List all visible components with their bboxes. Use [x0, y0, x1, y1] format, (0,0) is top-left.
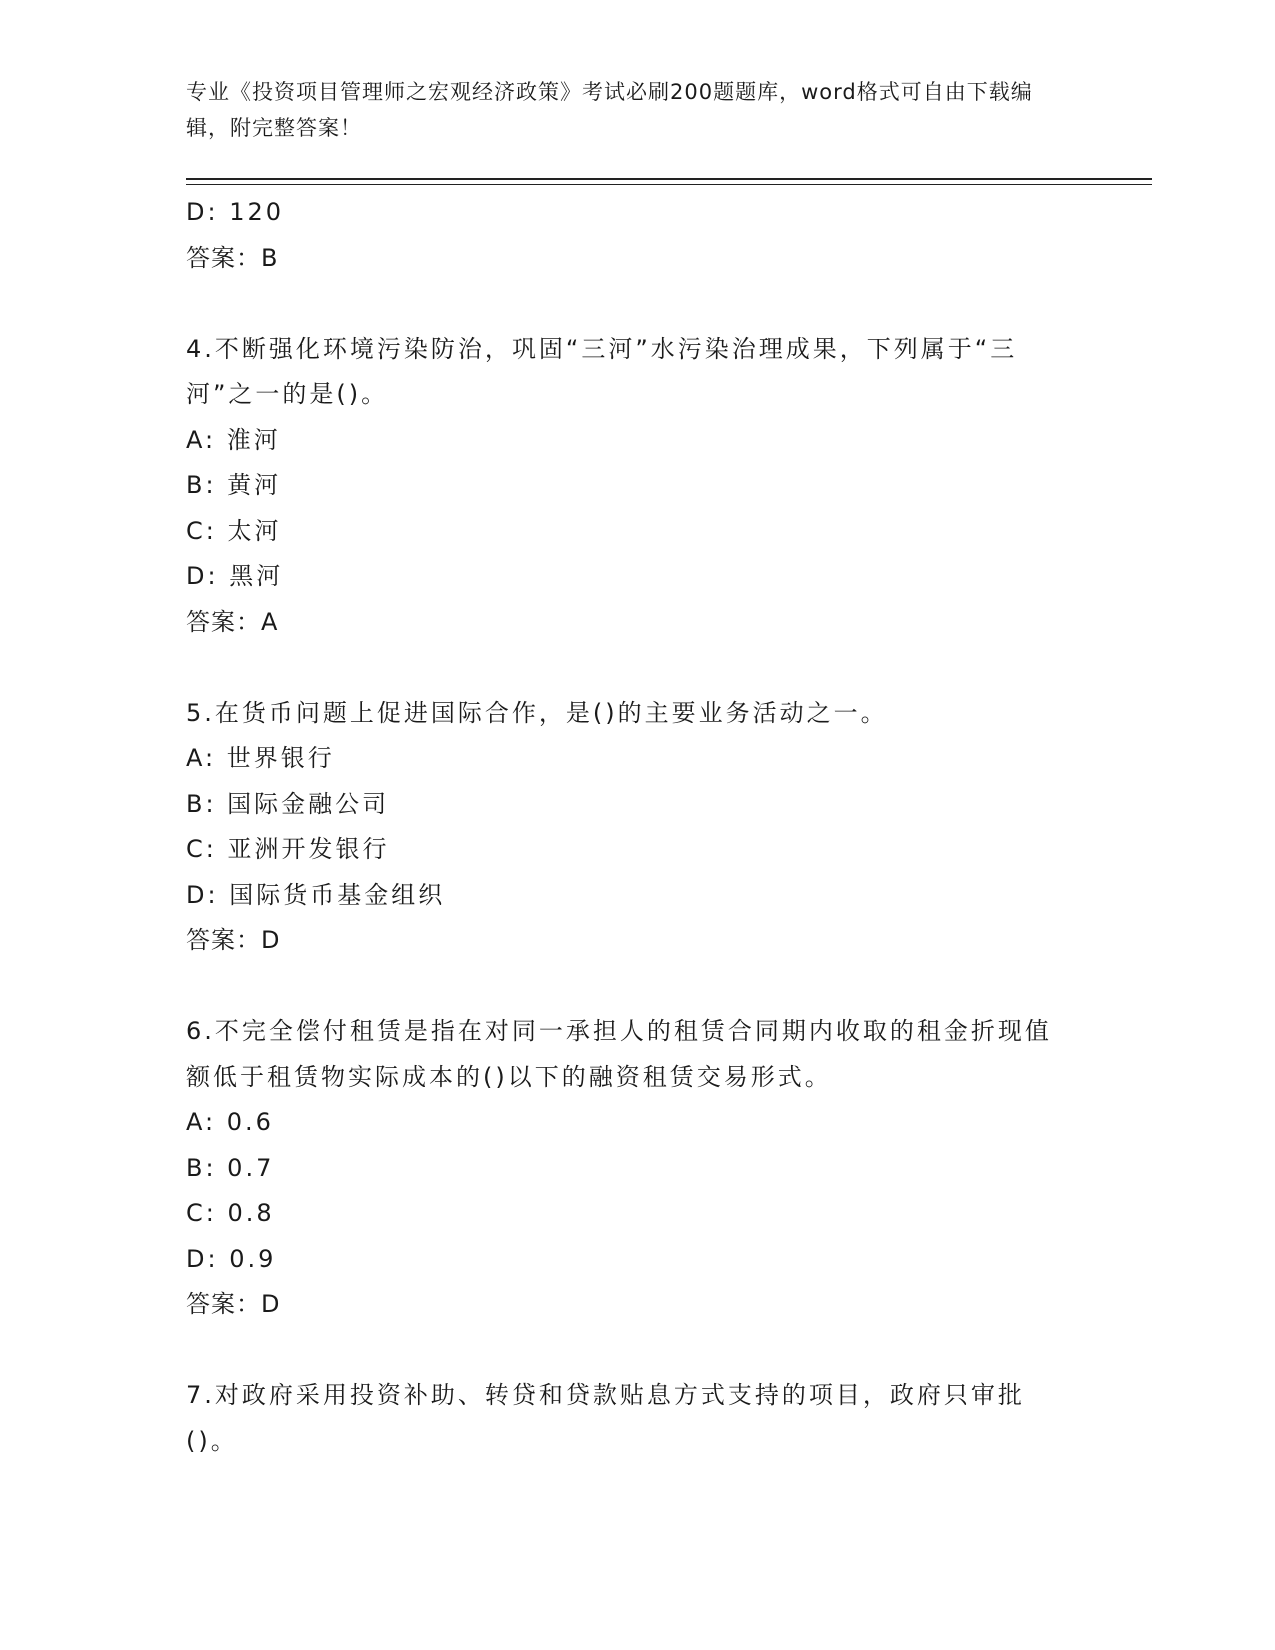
header-rule-thick	[186, 178, 1152, 180]
header-rule-thin	[186, 184, 1152, 185]
question-5-option-d: D: 国际货币基金组织	[186, 880, 446, 909]
question-4-answer: 答案：A	[186, 607, 279, 636]
question-4-option-c: C: 太河	[186, 516, 282, 545]
question-stem-5: 5.在货币问题上促进国际合作，是()的主要业务活动之一。	[186, 698, 888, 727]
spacer	[186, 1328, 1066, 1374]
question-5-answer: 答案：D	[186, 926, 281, 954]
page-header-title: 专业《投资项目管理师之宏观经济政策》考试必刷200题题库，word格式可自由下载编辑，附完整答案！	[186, 80, 1033, 140]
question-4-option-b: B: 黄河	[186, 471, 282, 499]
prev-option-d: D: 120	[186, 198, 285, 226]
question-stem-6: 6.不完全偿付租赁是指在对同一承担人的租赁合同期内收取的租金折现值额低于租赁物实际成本的()以下的融资租赁交易形式。	[186, 1017, 1052, 1091]
question-5-option-b: B: 国际金融公司	[186, 789, 390, 818]
question-content	[186, 190, 1066, 1464]
question-5-option-c: C: 亚洲开发银行	[186, 835, 390, 863]
question-6-option-d: D: 0.9	[186, 1244, 277, 1273]
question-6-option-b: B: 0.7	[186, 1153, 275, 1182]
question-6-option-a: A: 0.6	[186, 1108, 274, 1136]
question-5-option-a: A: 世界银行	[186, 744, 335, 772]
question-6-option-c: C: 0.8	[186, 1199, 275, 1227]
question-4-option-a: A: 淮河	[186, 425, 281, 454]
prev-answer: 答案：B	[186, 243, 279, 272]
question-stem-4: 4.不断强化环境污染防治，巩固“三河”水污染治理成果，下列属于“三河”之一的是()。	[186, 334, 1018, 408]
question-4-option-d: D: 黑河	[186, 562, 284, 590]
question-stem-7: 7.对政府采用投资补助、转贷和贷款贴息方式支持的项目，政府只审批()。	[186, 1381, 1025, 1455]
question-6-answer: 答案：D	[186, 1290, 281, 1318]
spacer	[186, 964, 1066, 1010]
spacer	[186, 281, 1066, 327]
spacer	[186, 645, 1066, 691]
